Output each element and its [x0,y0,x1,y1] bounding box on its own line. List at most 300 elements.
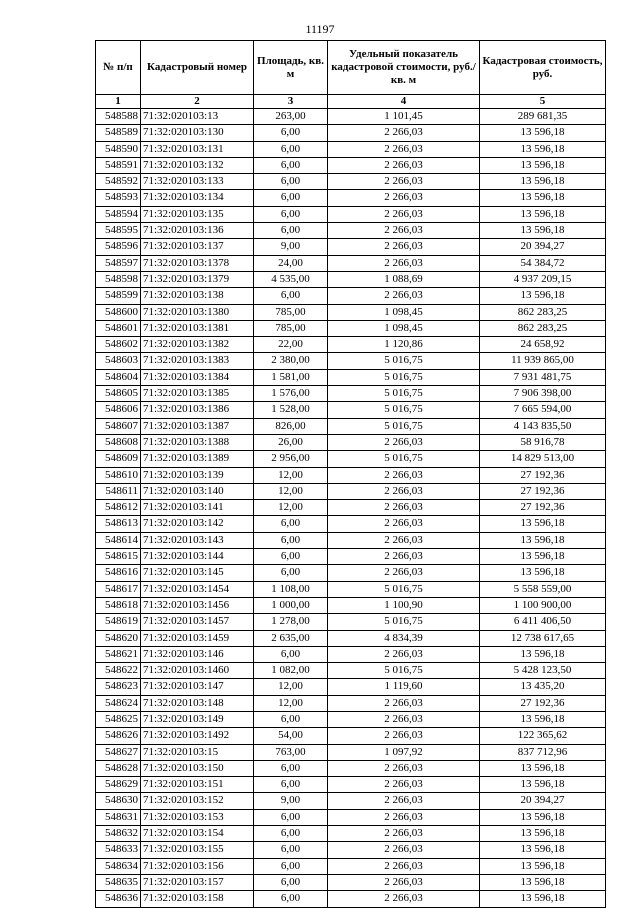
specific-value-cell: 2 266,03 [328,288,480,304]
cadastral-value-cell: 13 596,18 [480,549,606,565]
cadastral-number-cell: 71:32:020103:1460 [141,663,254,679]
specific-value-cell: 2 266,03 [328,157,480,173]
cadastral-number-cell: 71:32:020103:133 [141,174,254,190]
area-cell: 6,00 [254,223,328,239]
row-number-cell: 548602 [96,337,141,353]
cadastral-value-cell: 13 596,18 [480,157,606,173]
row-number-cell: 548589 [96,125,141,141]
cadastral-value-cell: 13 596,18 [480,777,606,793]
row-number-cell: 548595 [96,223,141,239]
specific-value-cell: 2 266,03 [328,711,480,727]
specific-value-cell: 2 266,03 [328,190,480,206]
cadastral-value-cell: 24 658,92 [480,337,606,353]
column-number-row [96,95,606,109]
area-cell: 9,00 [254,239,328,255]
table-row [96,271,606,287]
row-number-cell: 548598 [96,271,141,287]
area-cell: 6,00 [254,711,328,727]
table-row [96,353,606,369]
row-number-cell: 548629 [96,777,141,793]
cadastral-value-cell: 13 596,18 [480,646,606,662]
row-number-cell: 548615 [96,549,141,565]
row-number-cell: 548625 [96,711,141,727]
table-row [96,109,606,125]
area-cell: 1 278,00 [254,614,328,630]
row-number-cell: 548608 [96,434,141,450]
specific-value-cell: 2 266,03 [328,760,480,776]
area-cell: 6,00 [254,532,328,548]
table-row [96,614,606,630]
column-number: 5 [480,95,606,109]
cadastral-number-cell: 71:32:020103:140 [141,483,254,499]
row-number-cell: 548600 [96,304,141,320]
area-cell: 6,00 [254,190,328,206]
cadastral-number-cell: 71:32:020103:144 [141,549,254,565]
area-cell: 26,00 [254,434,328,450]
cadastral-value-cell: 289 681,35 [480,109,606,125]
table-row [96,206,606,222]
cadastral-number-cell: 71:32:020103:134 [141,190,254,206]
table-row [96,695,606,711]
cadastral-value-cell: 14 829 513,00 [480,451,606,467]
area-cell: 6,00 [254,646,328,662]
specific-value-cell: 1 101,45 [328,109,480,125]
row-number-cell: 548596 [96,239,141,255]
area-cell: 12,00 [254,483,328,499]
area-cell: 6,00 [254,826,328,842]
specific-value-cell: 2 266,03 [328,777,480,793]
cadastral-number-cell: 71:32:020103:154 [141,826,254,842]
cadastral-number-cell: 71:32:020103:15 [141,744,254,760]
area-cell: 4 535,00 [254,271,328,287]
cadastral-number-cell: 71:32:020103:153 [141,809,254,825]
cadastral-value-cell: 27 192,36 [480,467,606,483]
area-cell: 1 576,00 [254,386,328,402]
table-row [96,874,606,890]
specific-value-cell: 2 266,03 [328,826,480,842]
table-row [96,467,606,483]
cadastral-value-cell: 13 596,18 [480,711,606,727]
table-row [96,793,606,809]
row-number-cell: 548634 [96,858,141,874]
specific-value-cell: 2 266,03 [328,793,480,809]
area-cell: 2 956,00 [254,451,328,467]
specific-value-cell: 2 266,03 [328,532,480,548]
cadastral-number-cell: 71:32:020103:146 [141,646,254,662]
cadastral-value-cell: 862 283,25 [480,320,606,336]
cadastral-number-cell: 71:32:020103:150 [141,760,254,776]
cadastral-number-cell: 71:32:020103:132 [141,157,254,173]
row-number-cell: 548605 [96,386,141,402]
cadastral-value-cell: 20 394,27 [480,793,606,809]
specific-value-cell: 2 266,03 [328,483,480,499]
area-cell: 6,00 [254,565,328,581]
specific-value-cell: 5 016,75 [328,451,480,467]
area-cell: 12,00 [254,500,328,516]
area-cell: 24,00 [254,255,328,271]
row-number-cell: 548628 [96,760,141,776]
specific-value-cell: 5 016,75 [328,418,480,434]
column-number: 4 [328,95,480,109]
cadastral-number-cell: 71:32:020103:148 [141,695,254,711]
cadastral-value-cell: 54 384,72 [480,255,606,271]
table-row [96,386,606,402]
row-number-cell: 548599 [96,288,141,304]
area-cell: 6,00 [254,549,328,565]
row-number-cell: 548588 [96,109,141,125]
cadastral-value-cell: 6 411 406,50 [480,614,606,630]
specific-value-cell: 2 266,03 [328,695,480,711]
header-cadastral-value: Кадастровая стоимость, руб. [480,41,606,95]
specific-value-cell: 2 266,03 [328,565,480,581]
cadastral-number-cell: 71:32:020103:137 [141,239,254,255]
table-row [96,858,606,874]
table-row [96,451,606,467]
area-cell: 12,00 [254,679,328,695]
cadastral-value-cell: 7 665 594,00 [480,402,606,418]
cadastral-value-cell: 7 906 398,00 [480,386,606,402]
table-row [96,304,606,320]
cadastral-number-cell: 71:32:020103:135 [141,206,254,222]
area-cell: 785,00 [254,304,328,320]
cadastral-number-cell: 71:32:020103:1378 [141,255,254,271]
table-row [96,223,606,239]
cadastral-number-cell: 71:32:020103:152 [141,793,254,809]
specific-value-cell: 2 266,03 [328,223,480,239]
cadastral-number-cell: 71:32:020103:157 [141,874,254,890]
cadastral-value-cell: 27 192,36 [480,483,606,499]
table-row [96,663,606,679]
specific-value-cell: 2 266,03 [328,434,480,450]
table-row [96,565,606,581]
table-row [96,239,606,255]
cadastral-number-cell: 71:32:020103:1380 [141,304,254,320]
cadastral-number-cell: 71:32:020103:1492 [141,728,254,744]
specific-value-cell: 1 098,45 [328,304,480,320]
cadastral-value-cell: 13 596,18 [480,891,606,907]
area-cell: 6,00 [254,760,328,776]
area-cell: 263,00 [254,109,328,125]
area-cell: 6,00 [254,874,328,890]
cadastral-value-table [95,40,606,908]
cadastral-value-cell: 58 916,78 [480,434,606,450]
table-row [96,141,606,157]
cadastral-number-cell: 71:32:020103:143 [141,532,254,548]
table-row [96,190,606,206]
cadastral-value-cell: 20 394,27 [480,239,606,255]
table-row [96,842,606,858]
cadastral-value-cell: 13 596,18 [480,174,606,190]
row-number-cell: 548620 [96,630,141,646]
specific-value-cell: 2 266,03 [328,646,480,662]
area-cell: 6,00 [254,174,328,190]
cadastral-number-cell: 71:32:020103:136 [141,223,254,239]
table-header [96,41,606,109]
cadastral-number-cell: 71:32:020103:151 [141,777,254,793]
row-number-cell: 548592 [96,174,141,190]
cadastral-number-cell: 71:32:020103:1387 [141,418,254,434]
cadastral-number-cell: 71:32:020103:138 [141,288,254,304]
table-row [96,320,606,336]
cadastral-number-cell: 71:32:020103:158 [141,891,254,907]
specific-value-cell: 4 834,39 [328,630,480,646]
table-row [96,125,606,141]
table-row [96,255,606,271]
area-cell: 6,00 [254,125,328,141]
row-number-cell: 548594 [96,206,141,222]
cadastral-value-cell: 11 939 865,00 [480,353,606,369]
cadastral-value-cell: 27 192,36 [480,500,606,516]
cadastral-value-cell: 13 596,18 [480,842,606,858]
table-row [96,597,606,613]
table-row [96,581,606,597]
specific-value-cell: 5 016,75 [328,386,480,402]
specific-value-cell: 5 016,75 [328,353,480,369]
cadastral-number-cell: 71:32:020103:1381 [141,320,254,336]
area-cell: 6,00 [254,842,328,858]
column-number: 1 [96,95,141,109]
cadastral-number-cell: 71:32:020103:155 [141,842,254,858]
cadastral-number-cell: 71:32:020103:156 [141,858,254,874]
cadastral-number-cell: 71:32:020103:141 [141,500,254,516]
row-number-cell: 548613 [96,516,141,532]
cadastral-value-cell: 862 283,25 [480,304,606,320]
row-number-cell: 548619 [96,614,141,630]
row-number-cell: 548630 [96,793,141,809]
cadastral-number-cell: 71:32:020103:1388 [141,434,254,450]
cadastral-value-cell: 27 192,36 [480,695,606,711]
table-row [96,711,606,727]
table-row [96,402,606,418]
table-row [96,157,606,173]
area-cell: 1 108,00 [254,581,328,597]
row-number-cell: 548611 [96,483,141,499]
table-row [96,434,606,450]
specific-value-cell: 2 266,03 [328,891,480,907]
header-area: Площадь, кв. м [254,41,328,95]
cadastral-number-cell: 71:32:020103:1456 [141,597,254,613]
cadastral-number-cell: 71:32:020103:1459 [141,630,254,646]
cadastral-value-cell: 12 738 617,65 [480,630,606,646]
cadastral-value-cell: 4 937 209,15 [480,271,606,287]
area-cell: 12,00 [254,695,328,711]
specific-value-cell: 2 266,03 [328,141,480,157]
row-number-cell: 548612 [96,500,141,516]
table-row [96,174,606,190]
header-specific-value: Удельный показатель кадастровой стоимости, руб./кв. м [328,41,480,95]
area-cell: 1 082,00 [254,663,328,679]
cadastral-number-cell: 71:32:020103:1457 [141,614,254,630]
row-number-cell: 548601 [96,320,141,336]
cadastral-value-cell: 13 596,18 [480,858,606,874]
area-cell: 6,00 [254,206,328,222]
cadastral-number-cell: 71:32:020103:1386 [141,402,254,418]
cadastral-number-cell: 71:32:020103:1382 [141,337,254,353]
table-row [96,777,606,793]
table-row [96,369,606,385]
specific-value-cell: 5 016,75 [328,369,480,385]
cadastral-number-cell: 71:32:020103:1389 [141,451,254,467]
cadastral-value-cell: 13 596,18 [480,826,606,842]
cadastral-value-cell: 5 428 123,50 [480,663,606,679]
specific-value-cell: 2 266,03 [328,809,480,825]
area-cell: 6,00 [254,777,328,793]
table-row [96,337,606,353]
cadastral-value-cell: 13 596,18 [480,760,606,776]
specific-value-cell: 2 266,03 [328,255,480,271]
header-cadastral-number: Кадастровый номер [141,41,254,95]
cadastral-value-cell: 1 100 900,00 [480,597,606,613]
row-number-cell: 548626 [96,728,141,744]
cadastral-value-cell: 13 596,18 [480,565,606,581]
table-row [96,728,606,744]
cadastral-number-cell: 71:32:020103:139 [141,467,254,483]
row-number-cell: 548614 [96,532,141,548]
area-cell: 6,00 [254,157,328,173]
specific-value-cell: 5 016,75 [328,663,480,679]
area-cell: 2 635,00 [254,630,328,646]
specific-value-cell: 1 088,69 [328,271,480,287]
cadastral-value-cell: 13 435,20 [480,679,606,695]
specific-value-cell: 2 266,03 [328,467,480,483]
table-row [96,500,606,516]
specific-value-cell: 2 266,03 [328,174,480,190]
table-row [96,646,606,662]
row-number-cell: 548616 [96,565,141,581]
area-cell: 826,00 [254,418,328,434]
area-cell: 763,00 [254,744,328,760]
column-number: 2 [141,95,254,109]
specific-value-cell: 2 266,03 [328,500,480,516]
specific-value-cell: 2 266,03 [328,858,480,874]
cadastral-value-cell: 13 596,18 [480,190,606,206]
header-row [96,41,606,95]
specific-value-cell: 2 266,03 [328,874,480,890]
specific-value-cell: 2 266,03 [328,728,480,744]
area-cell: 22,00 [254,337,328,353]
row-number-cell: 548607 [96,418,141,434]
area-cell: 9,00 [254,793,328,809]
specific-value-cell: 1 097,92 [328,744,480,760]
cadastral-value-cell: 13 596,18 [480,288,606,304]
column-number: 3 [254,95,328,109]
cadastral-number-cell: 71:32:020103:13 [141,109,254,125]
table-row [96,809,606,825]
row-number-cell: 548627 [96,744,141,760]
row-number-cell: 548606 [96,402,141,418]
area-cell: 6,00 [254,809,328,825]
row-number-cell: 548610 [96,467,141,483]
area-cell: 6,00 [254,516,328,532]
cadastral-value-cell: 13 596,18 [480,874,606,890]
table-row [96,418,606,434]
row-number-cell: 548618 [96,597,141,613]
area-cell: 6,00 [254,891,328,907]
specific-value-cell: 2 266,03 [328,125,480,141]
cadastral-number-cell: 71:32:020103:1384 [141,369,254,385]
specific-value-cell: 2 266,03 [328,239,480,255]
specific-value-cell: 2 266,03 [328,842,480,858]
table-row [96,288,606,304]
header-row-number: № п/п [96,41,141,95]
row-number-cell: 548622 [96,663,141,679]
page-number: 11197 [305,22,335,36]
cadastral-number-cell: 71:32:020103:149 [141,711,254,727]
cadastral-value-cell: 5 558 559,00 [480,581,606,597]
table-row [96,516,606,532]
cadastral-number-cell: 71:32:020103:145 [141,565,254,581]
cadastral-number-cell: 71:32:020103:147 [141,679,254,695]
cadastral-value-cell: 4 143 835,50 [480,418,606,434]
area-cell: 1 000,00 [254,597,328,613]
row-number-cell: 548603 [96,353,141,369]
area-cell: 6,00 [254,141,328,157]
row-number-cell: 548609 [96,451,141,467]
cadastral-number-cell: 71:32:020103:1383 [141,353,254,369]
table-row [96,630,606,646]
cadastral-value-cell: 7 931 481,75 [480,369,606,385]
specific-value-cell: 1 119,60 [328,679,480,695]
area-cell: 1 581,00 [254,369,328,385]
specific-value-cell: 5 016,75 [328,581,480,597]
row-number-cell: 548636 [96,891,141,907]
area-cell: 54,00 [254,728,328,744]
table-body [96,109,606,908]
cadastral-value-cell: 837 712,96 [480,744,606,760]
table-row [96,760,606,776]
cadastral-value-cell: 13 596,18 [480,532,606,548]
specific-value-cell: 2 266,03 [328,206,480,222]
cadastral-value-cell: 13 596,18 [480,223,606,239]
area-cell: 1 528,00 [254,402,328,418]
area-cell: 6,00 [254,858,328,874]
table-row [96,549,606,565]
cadastral-number-cell: 71:32:020103:130 [141,125,254,141]
specific-value-cell: 5 016,75 [328,402,480,418]
cadastral-number-cell: 71:32:020103:1379 [141,271,254,287]
specific-value-cell: 2 266,03 [328,516,480,532]
specific-value-cell: 2 266,03 [328,549,480,565]
row-number-cell: 548597 [96,255,141,271]
row-number-cell: 548593 [96,190,141,206]
table-row [96,826,606,842]
specific-value-cell: 5 016,75 [328,614,480,630]
area-cell: 6,00 [254,288,328,304]
table-row [96,744,606,760]
row-number-cell: 548591 [96,157,141,173]
area-cell: 2 380,00 [254,353,328,369]
specific-value-cell: 1 098,45 [328,320,480,336]
row-number-cell: 548621 [96,646,141,662]
row-number-cell: 548623 [96,679,141,695]
cadastral-value-cell: 13 596,18 [480,141,606,157]
row-number-cell: 548590 [96,141,141,157]
cadastral-number-cell: 71:32:020103:1385 [141,386,254,402]
cadastral-value-cell: 13 596,18 [480,125,606,141]
row-number-cell: 548604 [96,369,141,385]
table-row [96,532,606,548]
cadastral-value-cell: 122 365,62 [480,728,606,744]
row-number-cell: 548633 [96,842,141,858]
row-number-cell: 548624 [96,695,141,711]
specific-value-cell: 1 100,90 [328,597,480,613]
row-number-cell: 548617 [96,581,141,597]
row-number-cell: 548631 [96,809,141,825]
cadastral-number-cell: 71:32:020103:131 [141,141,254,157]
cadastral-value-cell: 13 596,18 [480,206,606,222]
cadastral-value-cell: 13 596,18 [480,516,606,532]
row-number-cell: 548635 [96,874,141,890]
